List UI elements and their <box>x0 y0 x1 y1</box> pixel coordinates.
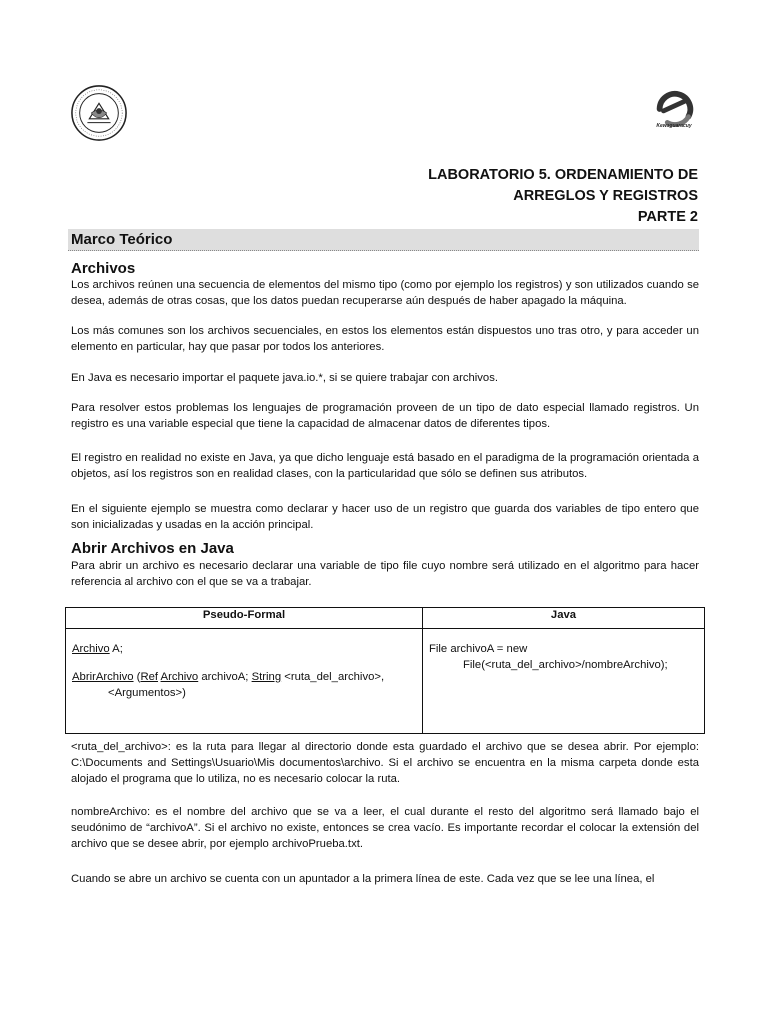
pseudo-code-cell <box>66 629 423 734</box>
java-code-cell <box>423 629 705 734</box>
paragraph: Los archivos reúnen una secuencia de elementos del mismo tipo (como por ejemplo los registros) y son utilizados cuando se desea, además de otras cosas, que los datos puedan recuperarse aún después de haber apagado la máquina. <box>71 279 699 307</box>
java-line: File archivoA = new <box>429 643 528 655</box>
section-title-bar: Marco Teórico <box>68 229 699 251</box>
paragraph: Los más comunes son los archivos secuenciales, en estos los elementos están dispuestos uno tras otro, y para acceder un elemento en particular, hay que pasar por todos los anteriores. <box>71 325 699 353</box>
table-header-pseudo: Pseudo-Formal <box>66 608 423 629</box>
paragraph: <ruta_del_archivo>: es la ruta para llegar al directorio donde esta guardado el archivo que se desea abrir. Por ejemplo: C:\Documents and Settings\Usuario\Mis documentos\archivo. Si el archivo se encuentra en la misma carpeta donde esta alojado el programa que lo utiliza, no es necesario colocar la ruta. <box>71 741 699 785</box>
keyword: Archivo <box>72 643 110 655</box>
heading-abrir-archivos: Abrir Archivos en Java <box>71 540 234 557</box>
java-line: File(<ruta_del_archivo>/nombreArchivo); <box>463 659 668 671</box>
keyword: String <box>251 671 282 683</box>
comparison-table <box>65 607 705 734</box>
pseudo-line <box>72 669 416 685</box>
code-text: ( <box>133 671 141 683</box>
pseudo-line: <Argumentos>) <box>108 687 186 699</box>
paragraph: nombreArchivo: es el nombre del archivo que se va a leer, el cual durante el resto del algoritmo será llamado bajo el seudónimo de “archivoA”. Si el archivo no existe, entonces se crea vacío. Es importante recordar el colocar la extensión del archivo que se desee abrir, por ejemplo archivoPrueba.txt. <box>71 806 699 850</box>
table-header-java: Java <box>423 608 705 629</box>
document-title <box>278 165 698 228</box>
paragraph: Para resolver estos problemas los lenguajes de programación proveen de un tipo de dato especial llamado registros. Un registro es una variable especial que tiene la capacidad de almacenar datos de diferentes tipos. <box>71 402 699 430</box>
keyword: AbrirArchivo <box>72 671 134 683</box>
logo-caption: Kewaguaracuy <box>656 123 692 129</box>
title-line: ARREGLOS Y REGISTROS <box>513 188 698 204</box>
paragraph: Para abrir un archivo es necesario declarar una variable de tipo file cuyo nombre será utilizado en el algoritmo para hacer referencia al archivo con el que se va a trabajar. <box>71 560 699 588</box>
keyword: Archivo <box>160 671 199 683</box>
title-line: LABORATORIO 5. ORDENAMIENTO DE <box>428 167 698 183</box>
keyword: Ref <box>140 671 159 683</box>
paragraph: En Java es necesario importar el paquete java.io.*, si se quiere trabajar con archivos. <box>71 372 498 384</box>
university-seal-icon <box>70 84 128 142</box>
code-text: <ruta_del_archivo>, <box>281 671 385 683</box>
table-row <box>66 629 705 734</box>
paragraph: El registro en realidad no existe en Java, ya que dicho lenguaje está basado en el paradigma de la programación orientada a objetos, así los registros son en realidad clases, con la particularidad que sólo se definen sus atributos. <box>71 452 699 480</box>
table-header-row <box>66 608 705 629</box>
pseudo-line <box>72 641 416 657</box>
paragraph: Cuando se abre un archivo se cuenta con un apuntador a la primera línea de este. Cada vez que se lee una línea, el <box>71 873 655 885</box>
title-line: PARTE 2 <box>637 209 698 225</box>
heading-archivos: Archivos <box>71 260 136 277</box>
code-text: archivoA; <box>198 671 252 683</box>
paragraph: En el siguiente ejemplo se muestra como declarar y hacer uso de un registro que guarda dos variables de tipo entero que son inicializadas y usadas en la acción principal. <box>71 503 699 531</box>
code-text: A; <box>109 643 123 655</box>
